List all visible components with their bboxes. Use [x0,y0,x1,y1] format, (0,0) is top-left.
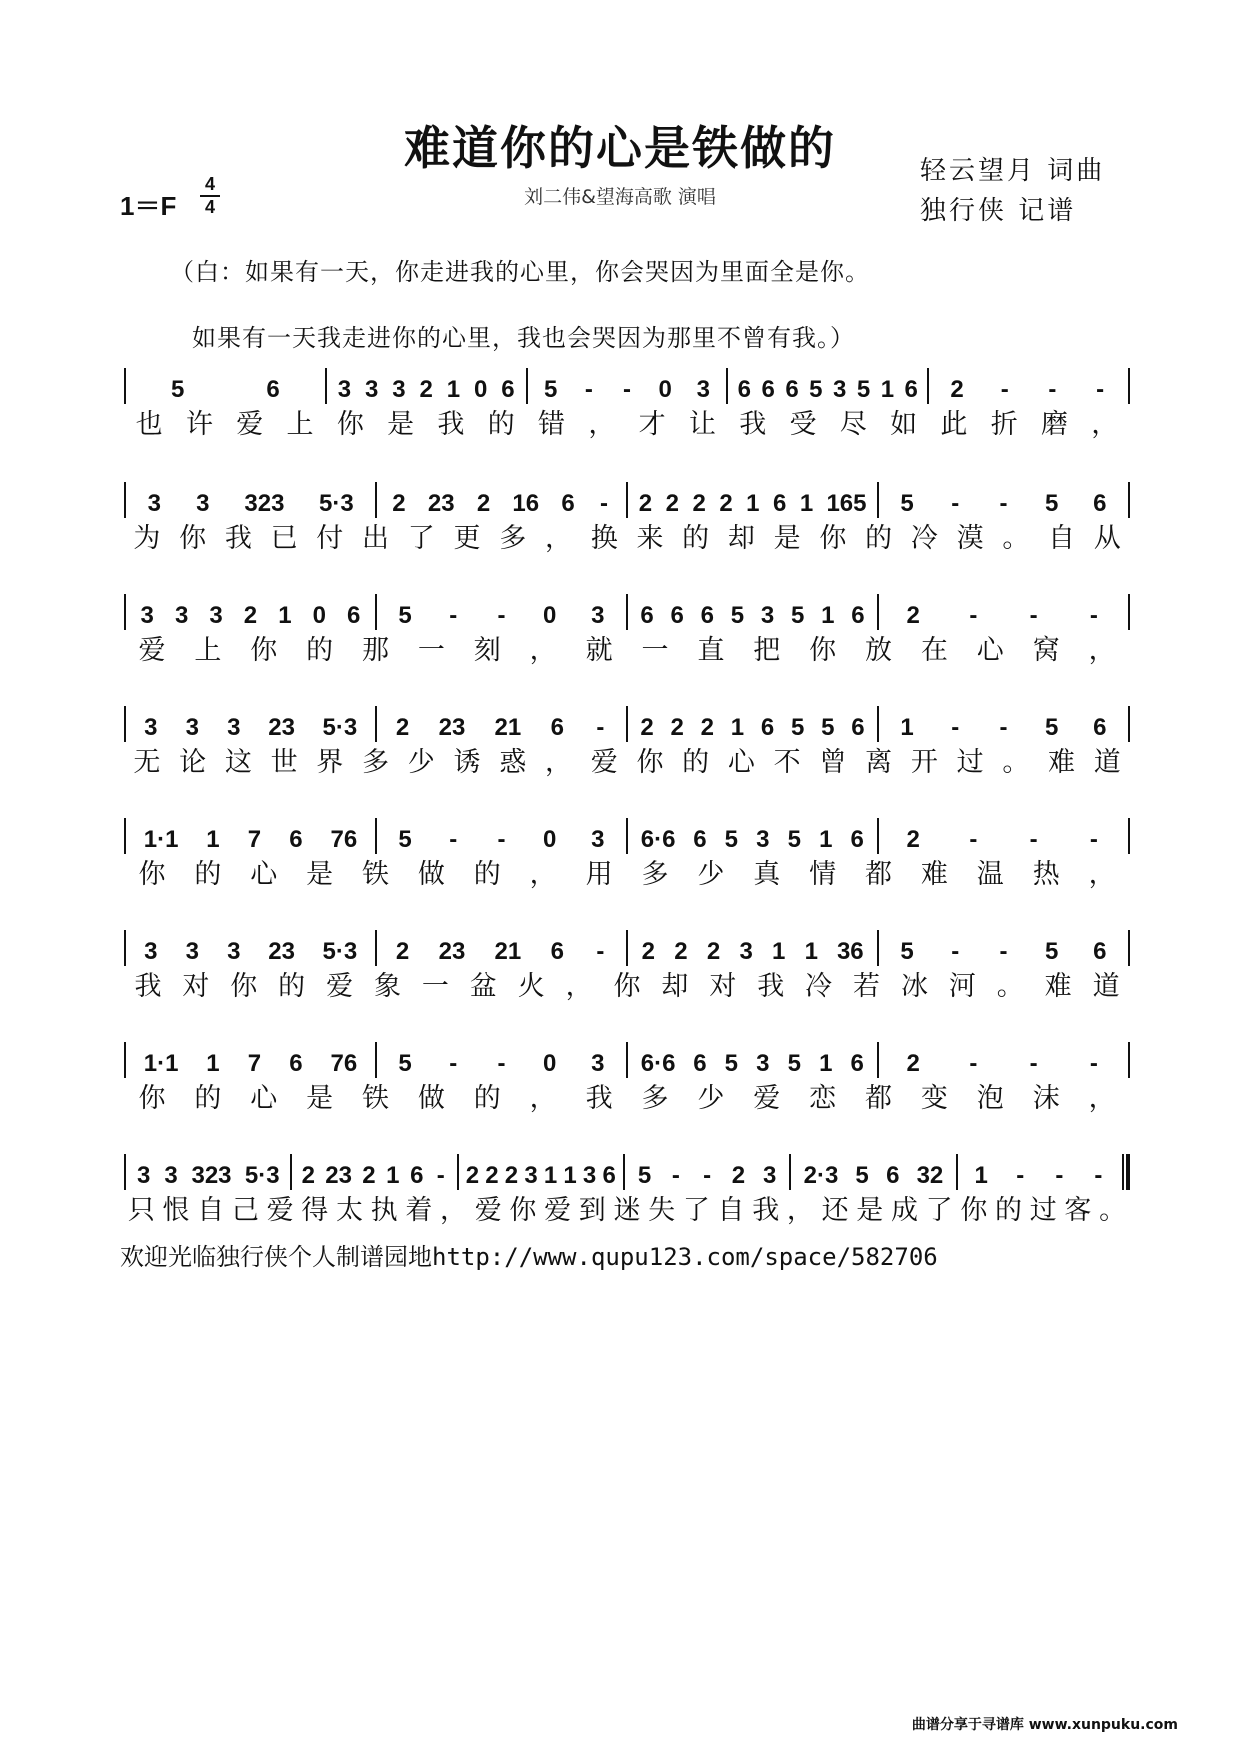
note: 6 [761,376,775,403]
note: 2 [731,1162,746,1189]
note: 76 [330,1050,358,1077]
note: 3 [756,826,770,853]
note: 5 [637,1162,652,1189]
lyric-line: 为 你 我 已 付 出 了 更 多 ， 换 来 的 却 是 你 的 冷 漠 。 自 从 [133,523,1121,554]
lyricist-credit: 轻云望月 词曲 [920,156,1106,186]
measure [929,376,1128,404]
note: 5 [855,1162,869,1189]
note: 1 [386,1162,400,1189]
note: 2 [465,1162,480,1189]
barline [1128,368,1130,404]
note: 6 [561,490,575,517]
measure [628,1050,877,1078]
note: 5 [900,938,914,965]
note: 5·3 [322,938,358,965]
note: 6 [850,826,864,853]
note: 23 [325,1162,352,1189]
note: 323 [244,490,285,517]
measure [628,602,877,630]
note: 6 [410,1162,424,1189]
note: - [969,826,978,853]
note: 6 [693,826,707,853]
note: 6 [851,602,865,629]
note: 1 [804,938,819,965]
note: - [951,490,960,517]
note: 6 [851,714,865,741]
note: 3 [696,376,710,403]
barline [1128,594,1130,630]
note: 0 [658,376,672,403]
note: 6 [266,376,280,403]
final-barline [1122,1154,1130,1190]
note: 3 [364,376,379,403]
note: 1 [819,826,833,853]
note: 2 [392,490,406,517]
measure [327,376,526,404]
note: 2 [243,602,258,629]
note: - [1000,376,1009,403]
note: - [436,1162,445,1189]
note: 3 [760,602,775,629]
note: - [1029,1050,1038,1077]
note: 5 [398,602,412,629]
barline [1128,930,1130,966]
note: 3 [227,714,241,741]
note: 2 [395,714,410,741]
note: 2 [700,714,714,741]
note: 1 [446,376,461,403]
note: 5 [856,376,871,403]
note: 3 [392,376,406,403]
note: 3 [591,826,605,853]
note: - [1055,1162,1064,1189]
measure [879,1050,1128,1078]
note: 1 [819,1050,833,1077]
note: 1 [974,1162,988,1189]
footer-link[interactable] [120,1237,938,1272]
note: 2 [706,938,721,965]
lyric-line: 只 恨 自 己 爱 得 太 执 着 ， 爱 你 爱 到 迷 失 了 自 我 ， 还 是 成 了 你 的 过 客 。 [127,1195,1127,1226]
note: 6 [1093,938,1107,965]
note: 1 [799,490,814,517]
measure [126,602,375,630]
note: - [497,602,506,629]
note: 3 [196,490,210,517]
note: 1 [543,1162,558,1189]
note: 5 [791,602,805,629]
note: 1 [206,826,220,853]
note: 3 [582,1162,597,1189]
note: 5 [809,376,823,403]
note: 6 [347,602,361,629]
transcriber-credit: 独行侠 记谱 [920,196,1077,226]
note: - [497,826,506,853]
note: - [1096,376,1105,403]
lyric-line: 无 论 这 世 界 多 少 诱 惑 ， 爱 你 的 心 不 曾 离 开 过 。 难 道 [133,747,1121,778]
footer-welcome: 欢迎光临独行侠个人制谱园地 [120,1243,432,1271]
note: - [1048,376,1057,403]
measure [377,938,626,966]
note: 3 [137,1162,151,1189]
note: - [1029,602,1038,629]
note: 23 [427,490,455,517]
note: 3 [591,1050,605,1077]
score-row [124,1140,1130,1190]
note: 2 [674,938,688,965]
note: - [1016,1162,1025,1189]
measure [628,826,877,854]
note: 5 [821,714,835,741]
note: 0 [312,602,326,629]
measure [879,826,1128,854]
note: - [449,1050,458,1077]
measure [126,376,325,404]
note: 3 [185,714,199,741]
note: 6 [640,602,654,629]
measure [126,714,375,742]
note: - [596,938,605,965]
song-title: 难道你的心是铁做的 [404,121,836,175]
note: 5 [787,1050,801,1077]
note: 2 [670,714,684,741]
note: 2 [419,376,433,403]
barline [1128,1042,1130,1078]
note: 5 [787,826,801,853]
note: 2 [362,1162,376,1189]
note: 5 [724,826,739,853]
note: - [1029,826,1038,853]
note: 7 [247,826,262,853]
note: 3 [591,602,605,629]
lyric-line: 你 的 心 是 铁 做 的 ， 用 多 少 真 情 都 难 温 热 ， [138,859,1116,890]
barline [1128,706,1130,742]
watermark: 曲谱分享于寻谱库 www.xunpuku.com [911,1717,1178,1733]
note: 165 [826,490,867,517]
measure [377,602,626,630]
note: 7 [247,1050,262,1077]
measure [528,376,727,404]
note: - [1089,602,1098,629]
measure [628,490,877,518]
measure [728,376,927,404]
note: 76 [330,826,358,853]
note: 5 [730,602,745,629]
score-row [124,692,1130,742]
score-row [124,468,1130,518]
dialog-line-2: 如果有一天我走进你的心里，我也会哭因为那里不曾有我。） [192,324,855,352]
note: 3 [337,376,352,403]
time-signature-bottom: 4 [204,197,215,217]
measure [377,490,626,518]
note: 32 [916,1162,944,1189]
note: 5 [543,376,558,403]
measure [791,1162,955,1190]
note: 5 [171,376,185,403]
key-signature: 1＝F [120,191,177,221]
measure [126,826,375,854]
note: 23 [268,714,295,741]
note: 2 [906,602,920,629]
note: 1 [278,602,292,629]
note: 5·3 [319,490,354,517]
measure [292,1162,456,1190]
measure [879,938,1128,966]
note: - [1089,826,1098,853]
measure [628,938,877,966]
note: 36 [836,938,864,965]
note: 1 [880,376,895,403]
note: - [449,826,458,853]
note: 2·3 [803,1162,839,1189]
note: 2 [640,714,654,741]
note: 6 [760,714,775,741]
note: 5 [1044,938,1059,965]
note: 5 [1044,490,1059,517]
measure [459,1162,623,1190]
dialog-line-1: （白：如果有一天，你走进我的心里，你会哭因为里面全是你。 [170,258,870,286]
note: 3 [756,1050,770,1077]
note: 6 [602,1162,616,1189]
barline [1128,482,1130,518]
measure [628,714,877,742]
note: 2 [665,490,679,517]
note: 6 [289,1050,303,1077]
note: 6·6 [640,1050,676,1077]
note: 3 [185,938,199,965]
note: 3 [174,602,189,629]
note: 1 [821,602,835,629]
measure [126,938,375,966]
note: - [622,376,631,403]
note: 2 [906,826,920,853]
note: 0 [542,826,557,853]
note: 0 [473,376,488,403]
note: 5·3 [322,714,358,741]
note: 1·1 [143,826,179,853]
measure [879,714,1128,742]
note: 5 [900,490,914,517]
note: 1·1 [143,1050,179,1077]
note: 2 [301,1162,315,1189]
score-row [124,1028,1130,1078]
time-signature-top: 4 [200,174,220,197]
note: 23 [438,714,466,741]
note: 5 [791,714,805,741]
note: 3 [833,376,847,403]
measure [377,1050,626,1078]
note: 6 [550,714,564,741]
measure [879,490,1128,518]
note: 21 [494,938,522,965]
note: 2 [692,490,706,517]
singer-credit: 刘二伟&望海高歌 演唱 [524,186,716,208]
note: 6 [785,376,799,403]
note: 23 [438,938,466,965]
measure [126,1162,290,1190]
score-row [124,804,1130,854]
note: 3 [524,1162,538,1189]
note: 1 [746,490,760,517]
measure [126,1050,375,1078]
note: 3 [739,938,753,965]
note: - [969,602,978,629]
note: 5 [724,1050,739,1077]
note: 6 [501,376,515,403]
lyric-line: 你 的 心 是 铁 做 的 ， 我 多 少 爱 恋 都 变 泡 沫 ， [138,1083,1116,1114]
note: 6 [1093,714,1107,741]
note: 1 [206,1050,220,1077]
note: 5 [398,1050,412,1077]
note: 6 [1093,490,1107,517]
note: 6 [289,826,303,853]
note: - [497,1050,506,1077]
note: - [703,1162,712,1189]
note: 2 [950,376,964,403]
measure [879,602,1128,630]
note: 5 [1044,714,1059,741]
note: - [596,714,605,741]
note: 2 [906,1050,920,1077]
note: 3 [164,1162,178,1189]
note: - [969,1050,978,1077]
note: 3 [140,602,154,629]
note: 3 [762,1162,777,1189]
time-signature [200,174,220,218]
note: 3 [144,938,158,965]
measure [377,714,626,742]
note: 0 [542,602,557,629]
score-row [124,354,1130,404]
note: 2 [641,938,655,965]
note: 6 [737,376,751,403]
note: 2 [485,1162,499,1189]
note: 6 [904,376,918,403]
note: 6 [886,1162,900,1189]
note: 21 [494,714,522,741]
note: 2 [638,490,653,517]
note: 2 [719,490,733,517]
note: - [599,490,608,517]
note: 6 [670,602,684,629]
note: 6 [773,490,787,517]
note: 6 [850,1050,864,1077]
note: 3 [147,490,161,517]
score-row [124,580,1130,630]
note: - [584,376,593,403]
note: - [1089,1050,1098,1077]
note: 0 [542,1050,557,1077]
note: 23 [268,938,295,965]
measure [625,1162,789,1190]
note: 1 [563,1162,577,1189]
note: - [671,1162,680,1189]
note: 3 [227,938,241,965]
score-row [124,916,1130,966]
measure [126,490,375,518]
note: 6 [550,938,564,965]
note: 1 [900,714,914,741]
note: 1 [772,938,786,965]
note: 5·3 [244,1162,280,1189]
note: - [951,714,960,741]
note: - [1094,1162,1103,1189]
measure [958,1162,1122,1190]
note: 1 [730,714,745,741]
note: 2 [504,1162,519,1189]
lyric-line: 爱 上 你 的 那 一 刻 ， 就 一 直 把 你 放 在 心 窝 ， [138,635,1116,666]
measure [377,826,626,854]
note: 16 [512,490,540,517]
note: 6 [693,1050,707,1077]
note: - [999,490,1008,517]
note: 6·6 [640,826,676,853]
note: - [999,714,1008,741]
barline [1128,818,1130,854]
note: 2 [395,938,410,965]
note: 6 [700,602,714,629]
note: 3 [209,602,223,629]
note: 323 [191,1162,232,1189]
note: - [999,938,1008,965]
note: - [951,938,960,965]
note: 5 [398,826,412,853]
lyric-line: 我 对 你 的 爱 象 一 盆 火 ， 你 却 对 我 冷 若 冰 河 。 难 道 [134,971,1120,1002]
note: 3 [144,714,158,741]
lyric-line: 也 许 爱 上 你 是 我 的 错 ， 才 让 我 受 尽 如 此 折 磨 ， [135,409,1119,440]
note: 2 [476,490,491,517]
footer-url[interactable]: http://www.qupu123.com/space/582706 [432,1243,938,1271]
note: - [449,602,458,629]
